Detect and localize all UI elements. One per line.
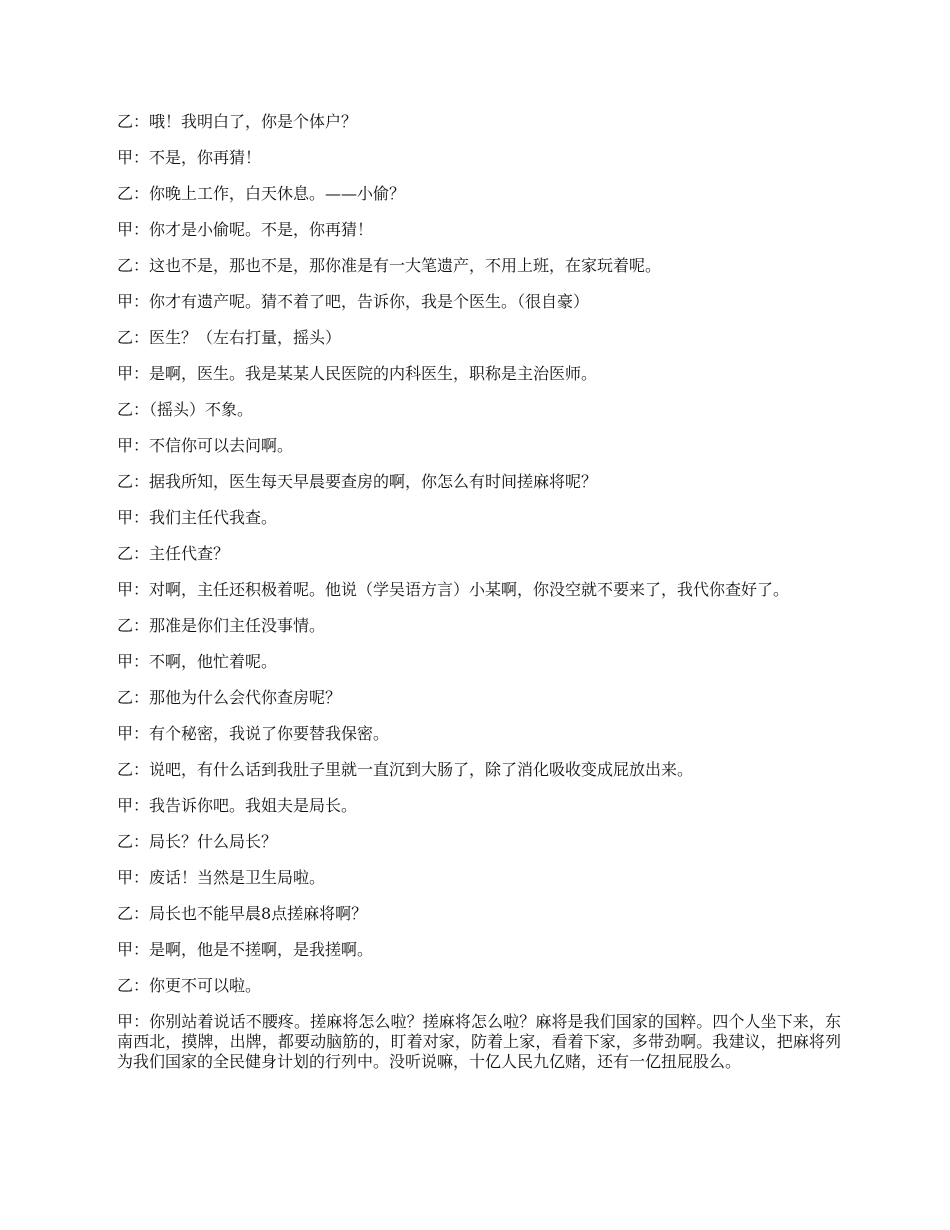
dialogue-line: 甲：是啊，他是不搓啊，是我搓啊。 (117, 940, 374, 959)
dialogue-line: 乙：你晚上工作，白天休息。——小偷？ (117, 184, 406, 203)
dialogue-line: 乙：局长也不能早晨8点搓麻将啊？ (117, 904, 368, 923)
dialogue-line: 乙：哦！我明白了，你是个体户？ (117, 112, 358, 131)
dialogue-line: 甲：不是，你再猜！ (117, 148, 262, 167)
dialogue-line: 甲：你才是小偷呢。不是，你再猜！ (117, 220, 374, 239)
dialogue-line: 甲：我们主任代我查。 (117, 508, 278, 527)
dialogue-line: 甲：是啊，医生。我是某某人民医院的内科医生，职称是主治医师。 (117, 364, 598, 383)
dialogue-line: 乙：那准是你们主任没事情。 (117, 616, 326, 635)
dialogue-line: 甲：废话！当然是卫生局啦。 (117, 868, 326, 887)
dialogue-line: 甲：你才有遗产呢。猜不着了吧，告诉你，我是个医生。（很自豪） (117, 292, 590, 311)
dialogue-line: 乙：（摇头）不象。 (117, 400, 254, 419)
dialogue-line: 甲：对啊，主任还积极着呢。他说（学吴语方言）小某啊，你没空就不要来了，我代你查好了。 (117, 580, 790, 599)
dialogue-line: 乙：主任代查？ (117, 544, 230, 563)
dialogue-line: 甲：不啊，他忙着呢。 (117, 652, 278, 671)
dialogue-line: 甲：不信你可以去问啊。 (117, 436, 294, 455)
dialogue-line: 乙：据我所知，医生每天早晨要查房的啊，你怎么有时间搓麻将呢？ (117, 472, 598, 491)
dialogue-line: 甲：有个秘密，我说了你要替我保密。 (117, 724, 390, 743)
dialogue-body (117, 112, 841, 1088)
dialogue-line: 乙：这也不是，那也不是，那你准是有一大笔遗产，不用上班，在家玩着呢。 (117, 256, 662, 275)
dialogue-line: 乙：说吧，有什么话到我肚子里就一直沉到大肠了，除了消化吸收变成屁放出来。 (117, 760, 694, 779)
dialogue-line: 乙：局长？什么局长？ (117, 832, 278, 851)
dialogue-line: 甲：我告诉你吧。我姐夫是局长。 (117, 796, 358, 815)
dialogue-line: 乙：医生？（左右打量，摇头） (117, 328, 342, 347)
dialogue-line: 乙：那他为什么会代你查房呢？ (117, 688, 342, 707)
dialogue-line: 乙：你更不可以啦。 (117, 976, 262, 995)
dialogue-line: 甲：你别站着说话不腰疼。搓麻将怎么啦？搓麻将怎么啦？麻将是我们国家的国粹。四个人坐下来，东南西北，摸牌，出牌，都要动脑筋的，盯着对家，防着上家，看着下家，多带劲啊。我建议，把麻将列为我们国家的全民健身计划的行列中。没听说嘛，十亿人民九亿赌，还有一亿扭屁股么。 (117, 1012, 841, 1071)
